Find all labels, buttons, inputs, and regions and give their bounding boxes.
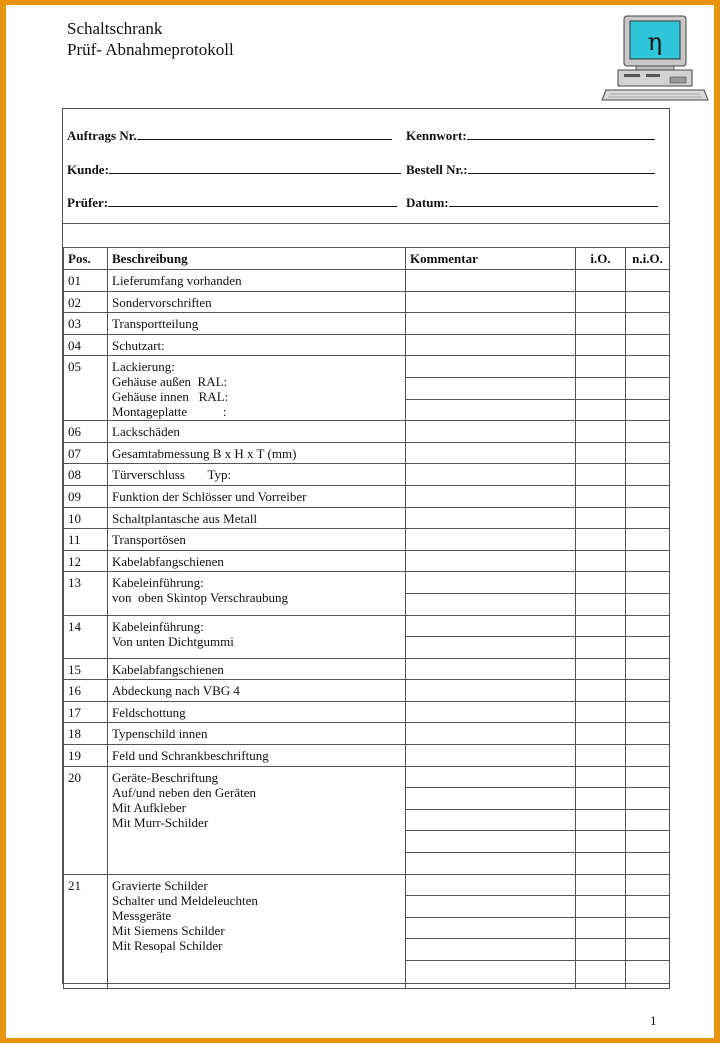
kommentar-cell[interactable]	[406, 572, 576, 594]
nio-cell[interactable]	[626, 658, 670, 680]
auftrag-field[interactable]	[67, 126, 392, 144]
table-row	[64, 723, 670, 745]
io-cell[interactable]	[576, 529, 626, 551]
description-line: Gravierte Schilder	[112, 877, 208, 893]
kommentar-cell[interactable]	[406, 593, 576, 615]
kommentar-cell[interactable]	[406, 680, 576, 702]
row-description	[108, 507, 406, 529]
table-row	[64, 313, 670, 335]
io-cell[interactable]	[576, 680, 626, 702]
kommentar-cell[interactable]	[406, 939, 576, 961]
io-cell[interactable]	[576, 291, 626, 313]
kommentar-cell[interactable]	[406, 658, 576, 680]
kommentar-cell[interactable]	[406, 421, 576, 443]
description-line: Schaltplantasche aus Metall	[112, 510, 258, 526]
header-nio: n.i.O.	[626, 248, 670, 270]
row-description	[108, 270, 406, 292]
description-line: Lackierung:	[112, 359, 175, 375]
row-description	[108, 745, 406, 767]
kommentar-cell[interactable]	[406, 334, 576, 356]
io-cell[interactable]	[576, 896, 626, 918]
nio-cell[interactable]	[626, 615, 670, 637]
kennwort-field[interactable]	[406, 126, 655, 144]
table-row	[64, 334, 670, 356]
io-cell[interactable]	[576, 831, 626, 853]
row-pos: 20	[64, 766, 108, 874]
row-pos: 07	[64, 442, 108, 464]
kunde-label: Kunde:	[67, 162, 109, 177]
row-pos: 05	[64, 356, 108, 421]
io-cell[interactable]	[576, 615, 626, 637]
description-line: Transportösen	[112, 532, 186, 548]
kommentar-cell[interactable]	[406, 809, 576, 831]
kommentar-cell[interactable]	[406, 831, 576, 853]
row-pos: 02	[64, 291, 108, 313]
nio-cell[interactable]	[626, 831, 670, 853]
row-description	[108, 464, 406, 486]
description-line: Gehäuse außen RAL:	[112, 374, 228, 390]
row-description	[108, 334, 406, 356]
nio-cell[interactable]	[626, 334, 670, 356]
nio-cell[interactable]	[626, 874, 670, 896]
description-line: Feld und Schrankbeschriftung	[112, 748, 269, 764]
description-line: Gehäuse innen RAL:	[112, 389, 229, 405]
io-cell[interactable]	[576, 572, 626, 594]
row-pos: 17	[64, 701, 108, 723]
kommentar-cell[interactable]	[406, 766, 576, 788]
row-pos: 19	[64, 745, 108, 767]
description-line: Abdeckung nach VBG 4	[112, 683, 240, 699]
io-cell[interactable]	[576, 917, 626, 939]
io-cell[interactable]	[576, 723, 626, 745]
row-description	[108, 874, 406, 988]
row-description	[108, 356, 406, 421]
nio-cell[interactable]	[626, 766, 670, 788]
kommentar-cell[interactable]	[406, 615, 576, 637]
row-description	[108, 766, 406, 874]
kommentar-cell[interactable]	[406, 961, 576, 989]
description-line: Messgeräte	[112, 907, 172, 923]
nio-cell[interactable]	[626, 550, 670, 572]
io-cell[interactable]	[576, 550, 626, 572]
nio-cell[interactable]	[626, 377, 670, 399]
io-cell[interactable]	[576, 421, 626, 443]
io-cell[interactable]	[576, 377, 626, 399]
nio-cell[interactable]	[626, 788, 670, 810]
nio-cell[interactable]	[626, 680, 670, 702]
row-description	[108, 658, 406, 680]
kommentar-cell[interactable]	[406, 313, 576, 335]
row-pos: 16	[64, 680, 108, 702]
bestell-field[interactable]	[406, 160, 655, 178]
description-line: Schutzart:	[112, 337, 165, 353]
nio-cell[interactable]	[626, 637, 670, 659]
io-cell[interactable]	[576, 485, 626, 507]
row-description	[108, 701, 406, 723]
description-line: Sondervorschriften	[112, 294, 212, 310]
io-cell[interactable]	[576, 399, 626, 421]
nio-cell[interactable]	[626, 593, 670, 615]
kommentar-cell[interactable]	[406, 745, 576, 767]
logo-symbol: η	[647, 28, 663, 56]
table-row	[64, 291, 670, 313]
table-row	[64, 658, 670, 680]
nio-cell[interactable]	[626, 291, 670, 313]
nio-cell[interactable]	[626, 853, 670, 875]
kommentar-cell[interactable]	[406, 788, 576, 810]
nio-cell[interactable]	[626, 464, 670, 486]
io-cell[interactable]	[576, 313, 626, 335]
header-kommentar: Kommentar	[406, 248, 576, 270]
io-cell[interactable]	[576, 507, 626, 529]
kommentar-cell[interactable]	[406, 356, 576, 378]
io-cell[interactable]	[576, 593, 626, 615]
nio-cell[interactable]	[626, 917, 670, 939]
description-line: Kabelabfangschienen	[112, 553, 224, 569]
row-description	[108, 529, 406, 551]
row-description	[108, 485, 406, 507]
table-row	[64, 680, 670, 702]
datum-label: Datum:	[406, 195, 449, 210]
row-description	[108, 313, 406, 335]
kommentar-cell[interactable]	[406, 529, 576, 551]
row-pos: 03	[64, 313, 108, 335]
io-cell[interactable]	[576, 939, 626, 961]
description-line: Mit Siemens Schilder	[112, 922, 225, 938]
nio-cell[interactable]	[626, 399, 670, 421]
row-description	[108, 723, 406, 745]
description-line: Lieferumfang vorhanden	[112, 273, 242, 288]
table-row	[64, 442, 670, 464]
title-line-2: Prüf- Abnahmeprotokoll	[67, 40, 234, 59]
io-cell[interactable]	[576, 961, 626, 989]
kommentar-cell[interactable]	[406, 270, 576, 292]
kommentar-cell[interactable]	[406, 853, 576, 875]
row-pos: 08	[64, 464, 108, 486]
header-beschreibung: Beschreibung	[108, 248, 406, 270]
table-row	[64, 421, 670, 443]
inspection-table	[63, 247, 670, 989]
kommentar-cell[interactable]	[406, 701, 576, 723]
nio-cell[interactable]	[626, 485, 670, 507]
description-line: Montageplatte :	[112, 404, 227, 420]
nio-cell[interactable]	[626, 961, 670, 989]
table-row	[64, 874, 670, 896]
kommentar-cell[interactable]	[406, 291, 576, 313]
description-line: Kabeleinführung:	[112, 618, 204, 634]
row-pos: 12	[64, 550, 108, 572]
io-cell[interactable]	[576, 853, 626, 875]
row-description	[108, 615, 406, 658]
nio-cell[interactable]	[626, 356, 670, 378]
pruefer-field[interactable]	[67, 193, 397, 211]
io-cell[interactable]	[576, 701, 626, 723]
description-line: Typenschild innen	[112, 726, 208, 742]
description-line: von oben Skintop Verschraubung	[112, 590, 288, 606]
row-description	[108, 421, 406, 443]
table-row	[64, 615, 670, 637]
description-line: Auf/und neben den Geräten	[112, 784, 257, 800]
table-header-row	[64, 248, 670, 270]
nio-cell[interactable]	[626, 313, 670, 335]
description-line: Feldschottung	[112, 704, 186, 720]
nio-cell[interactable]	[626, 723, 670, 745]
nio-cell[interactable]	[626, 939, 670, 961]
nio-cell[interactable]	[626, 270, 670, 292]
document-page	[6, 5, 714, 1038]
nio-cell[interactable]	[626, 745, 670, 767]
row-pos: 01	[64, 270, 108, 292]
kommentar-cell[interactable]	[406, 896, 576, 918]
nio-cell[interactable]	[626, 442, 670, 464]
row-pos: 09	[64, 485, 108, 507]
nio-cell[interactable]	[626, 529, 670, 551]
row-pos: 21	[64, 874, 108, 988]
kommentar-cell[interactable]	[406, 550, 576, 572]
io-cell[interactable]	[576, 788, 626, 810]
table-row	[64, 701, 670, 723]
row-description	[108, 291, 406, 313]
io-cell[interactable]	[576, 766, 626, 788]
table-row	[64, 745, 670, 767]
row-pos: 06	[64, 421, 108, 443]
row-description	[108, 442, 406, 464]
row-description	[108, 680, 406, 702]
kommentar-cell[interactable]	[406, 874, 576, 896]
io-cell[interactable]	[576, 334, 626, 356]
description-line: Transportteilung	[112, 316, 199, 332]
table-row	[64, 464, 670, 486]
row-pos: 04	[64, 334, 108, 356]
description-line: Kabeleinführung:	[112, 575, 204, 591]
protocol-form	[62, 108, 670, 984]
row-description	[108, 550, 406, 572]
row-pos: 11	[64, 529, 108, 551]
io-cell[interactable]	[576, 874, 626, 896]
table-row	[64, 572, 670, 594]
io-cell[interactable]	[576, 745, 626, 767]
description-line: Lackschäden	[112, 424, 180, 440]
kommentar-cell[interactable]	[406, 917, 576, 939]
kommentar-cell[interactable]	[406, 507, 576, 529]
table-body	[64, 270, 670, 989]
io-cell[interactable]	[576, 356, 626, 378]
row-pos: 13	[64, 572, 108, 615]
description-line: Gesamtabmessung B x H x T (mm)	[112, 445, 297, 461]
bestell-label: Bestell Nr.:	[406, 162, 468, 177]
title-line-1: Schaltschrank	[67, 19, 163, 38]
section-divider	[63, 223, 669, 224]
pruefer-label: Prüfer:	[67, 195, 109, 210]
kommentar-cell[interactable]	[406, 377, 576, 399]
datum-field[interactable]	[406, 193, 658, 211]
kommentar-cell[interactable]	[406, 442, 576, 464]
nio-cell[interactable]	[626, 701, 670, 723]
description-line: Türverschluss Typ:	[112, 467, 232, 483]
description-line: Mit Aufkleber	[112, 799, 187, 815]
page-number: 1	[650, 1013, 657, 1028]
description-line: Von unten Dichtgummi	[112, 633, 234, 649]
kommentar-cell[interactable]	[406, 399, 576, 421]
table-row	[64, 270, 670, 292]
row-description	[108, 572, 406, 615]
kennwort-label: Kennwort:	[406, 128, 467, 143]
table-row	[64, 550, 670, 572]
row-pos: 15	[64, 658, 108, 680]
auftrag-label: Auftrags Nr.	[67, 128, 137, 143]
row-pos: 18	[64, 723, 108, 745]
kommentar-cell[interactable]	[406, 485, 576, 507]
table-row	[64, 766, 670, 788]
header-pos: Pos.	[64, 248, 108, 270]
table-row	[64, 529, 670, 551]
nio-cell[interactable]	[626, 896, 670, 918]
io-cell[interactable]	[576, 442, 626, 464]
description-line: Mit Murr-Schilder	[112, 814, 209, 830]
table-row	[64, 485, 670, 507]
document-title	[67, 18, 234, 60]
description-line: Schalter und Meldeleuchten	[112, 892, 258, 908]
description-line: Funktion der Schlösser und Vorreiber	[112, 488, 307, 504]
table-row	[64, 356, 670, 378]
kommentar-cell[interactable]	[406, 723, 576, 745]
io-cell[interactable]	[576, 809, 626, 831]
kunde-field[interactable]	[67, 160, 401, 178]
nio-cell[interactable]	[626, 421, 670, 443]
header-io: i.O.	[576, 248, 626, 270]
computer-icon	[600, 14, 710, 102]
kommentar-cell[interactable]	[406, 637, 576, 659]
kommentar-cell[interactable]	[406, 464, 576, 486]
description-line: Geräte-Beschriftung	[112, 769, 219, 785]
row-pos: 10	[64, 507, 108, 529]
io-cell[interactable]	[576, 464, 626, 486]
io-cell[interactable]	[576, 637, 626, 659]
nio-cell[interactable]	[626, 809, 670, 831]
nio-cell[interactable]	[626, 507, 670, 529]
row-pos: 14	[64, 615, 108, 658]
description-line: Kabelabfangschienen	[112, 661, 224, 677]
description-line: Mit Resopal Schilder	[112, 937, 223, 953]
table-row	[64, 507, 670, 529]
io-cell[interactable]	[576, 270, 626, 292]
nio-cell[interactable]	[626, 572, 670, 594]
io-cell[interactable]	[576, 658, 626, 680]
